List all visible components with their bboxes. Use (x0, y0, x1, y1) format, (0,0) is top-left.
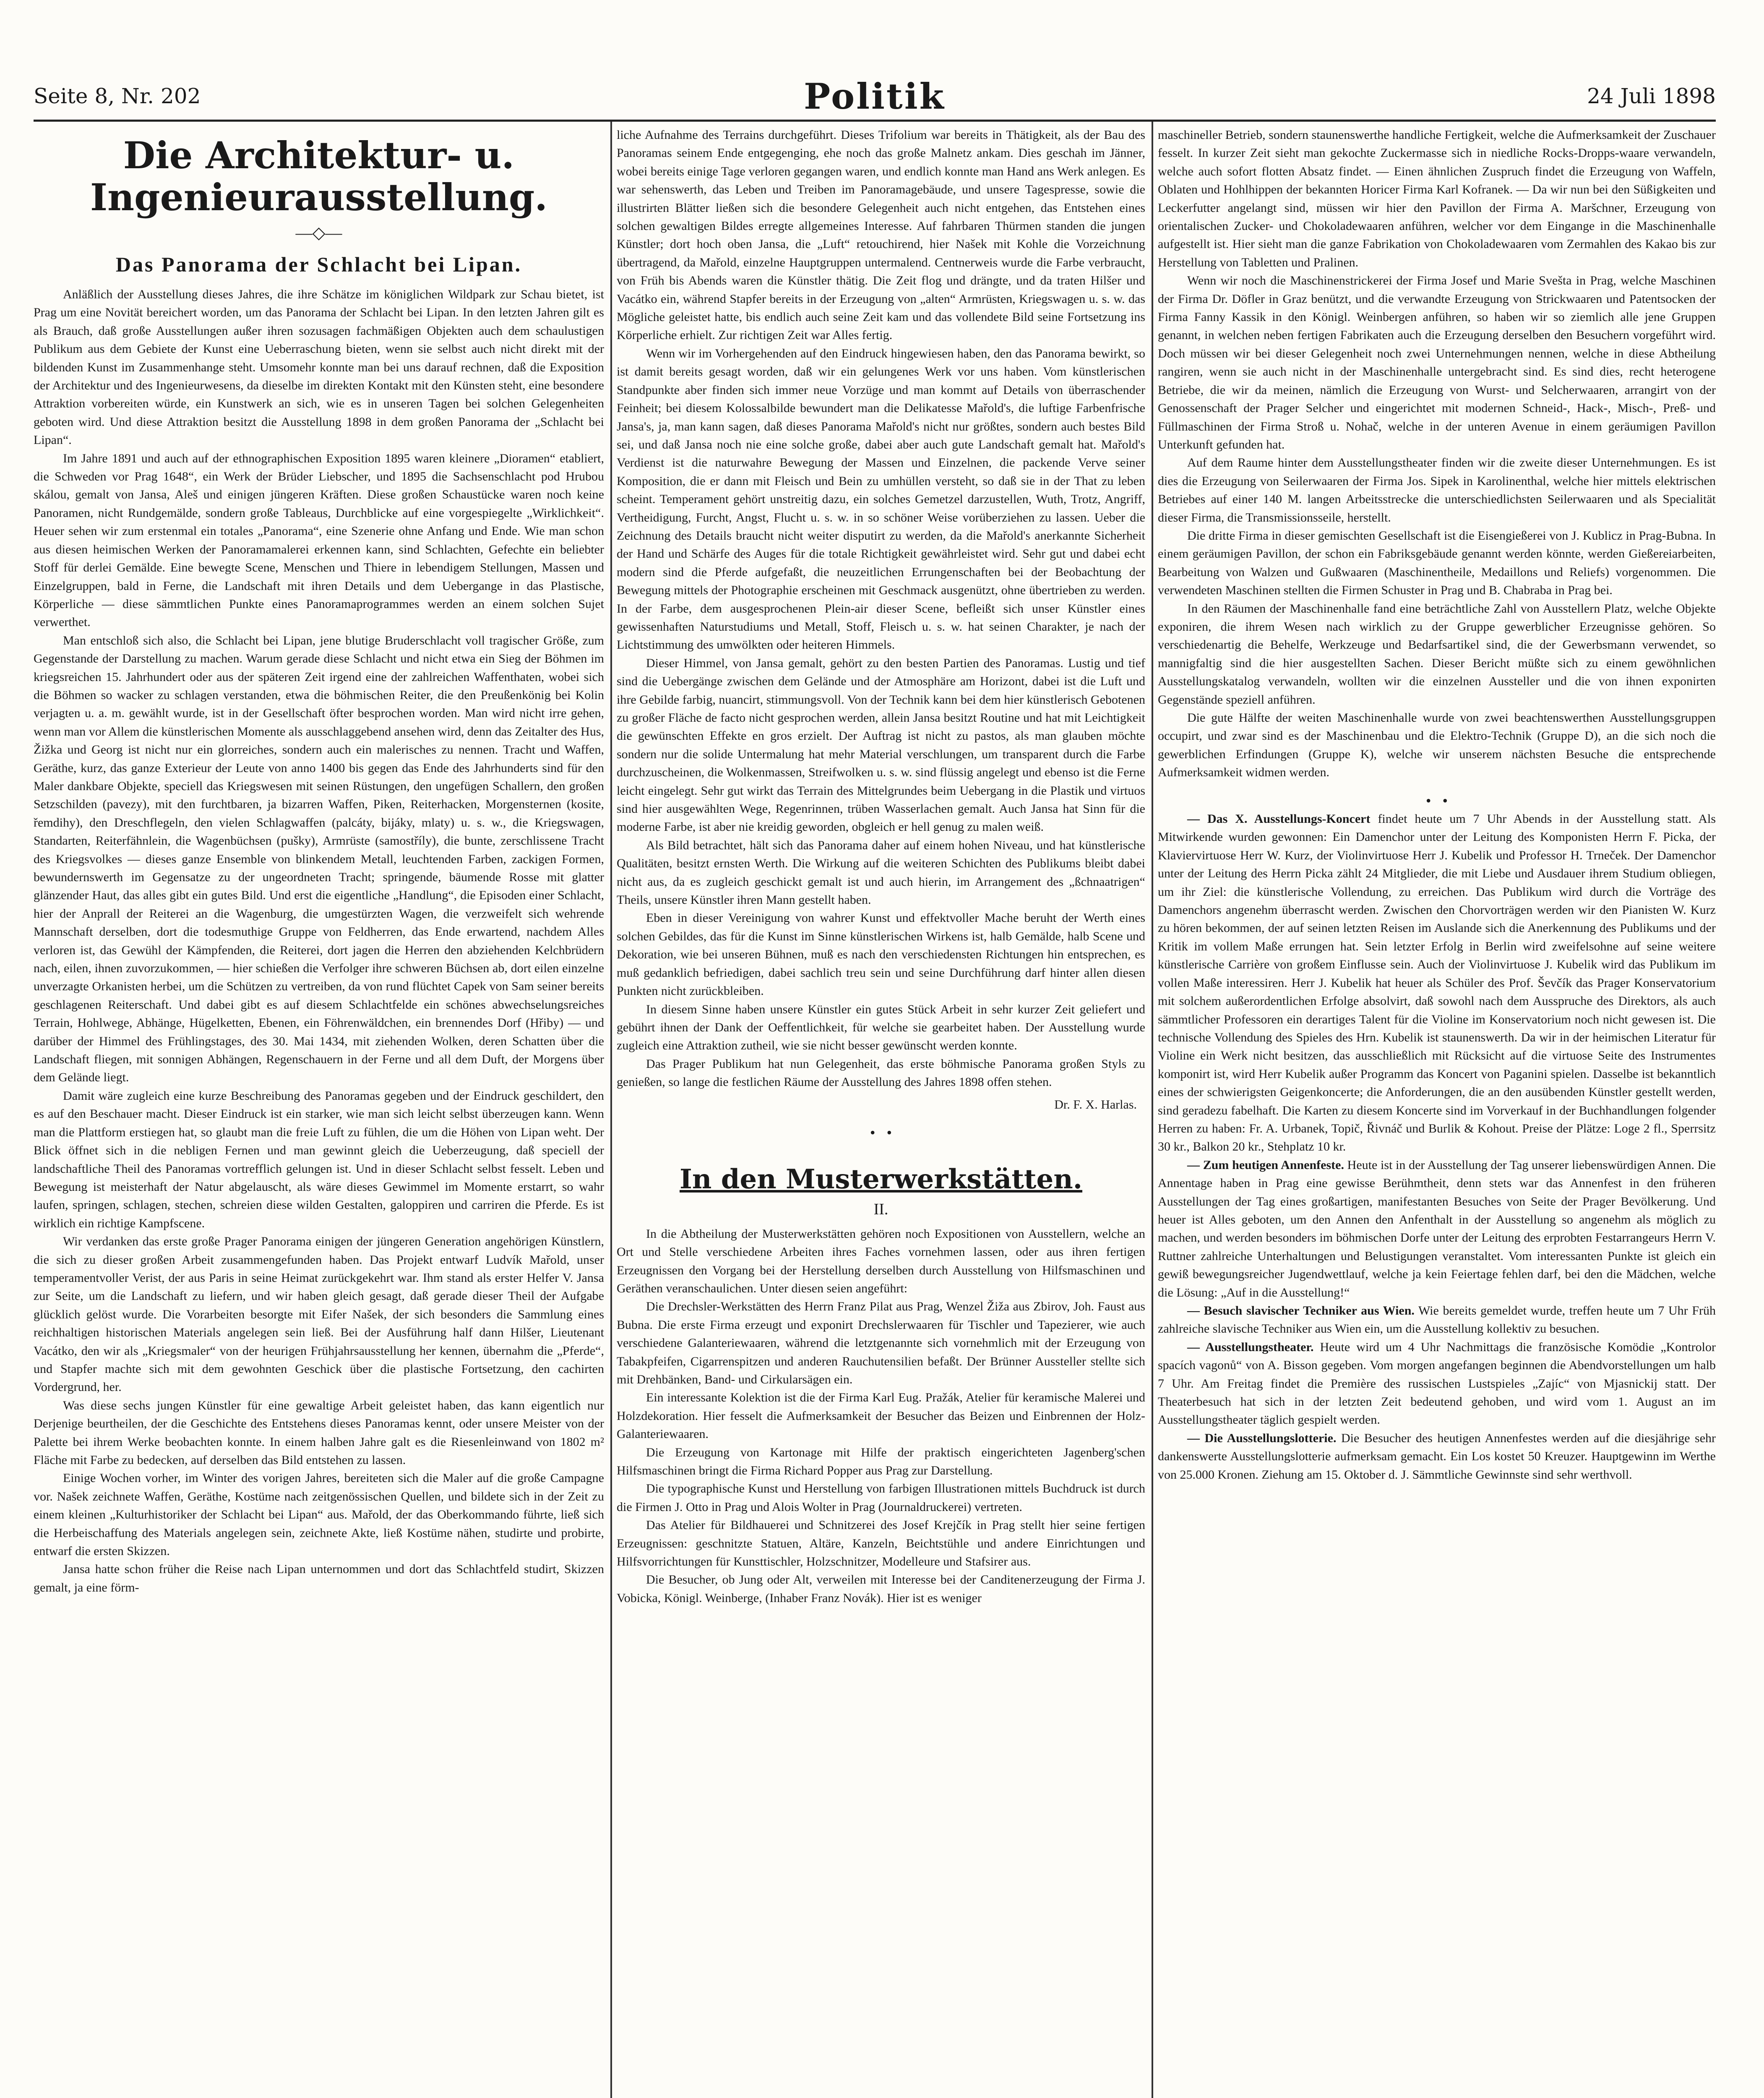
article-title: Die Architektur- u. Ingenieurausstellung. (90, 133, 548, 219)
notice-techniker (1158, 1302, 1716, 1338)
section-divider-stars: • • (1425, 792, 1448, 809)
ornament-divider: —◇— (295, 223, 342, 242)
paragraph: Die Besucher, ob Jung oder Alt, verweilen mit Interesse bei der Canditenerzeugung der Firma J. Vobicka, Königl. Weinberge, (Inhaber Franz Novák). Hier ist es weniger (617, 1573, 1145, 1605)
paragraph: Das Atelier für Bildhauerei und Schnitzerei des Josef Krejčík in Prag stellt hier seine fertigen Erzeugnissen: geschnitzte Statuen, Altäre, Kanzeln, Beichtstühle und andere Einrichtungen und Hilfsvorrichtungen für Kunsttischler, Holzschnitzer, Modelleure und Stafsirer aus. (617, 1518, 1145, 1569)
paragraph: Wir verdanken das erste große Prager Panorama einigen der jüngeren Generation angehörigen Künstlern, die sich zu dieser großen Arbeit zusammengefunden haben. Das Projekt entwarf Ludvík Mařold, unser temperamentvoller Verist, der aus Paris in seine Heimat zurückgekehrt war. Ihm stand als erster Helfer V. Jansa zur Seite, um die Landschaft zu liefern, und wir haben gleich gesagt, daß gerade dieser Theil der Aufgabe glücklich gelöst wurde. Die Vorarbeiten besorgte mit Eifer Našek, der sich besonders die Sammlung eines reichhaltigen historischen Materials angelegen sein ließ. Bei der Ausführung half dann Hilšer, Lieutenant Vacátko, den wir als „Kriegsmaler“ von der heurigen Frühjahrsausstellung her kennen, übernahm die „Pferde“, und Stapfer machte sich mit dem gewohnten Geschick über die plastische Fortsetzung, den cachirten Vordergrund, her. (34, 1234, 604, 1394)
notice-lotterie (1158, 1429, 1716, 1484)
paragraph: Was diese sechs jungen Künstler für eine gewaltige Arbeit geleistet haben, das kann eigentlich nur Derjenige beurtheilen, der die Geschichte des Entstehens dieses Panoramas kennt, oder unsere Meister von der Palette bei ihrem Werke beobachten konnte. In einem halben Jahre galt es die Riesenleinwand von 1802 m² Fläche mit Farbe zu bedecken, auf derselben das Bild entstehen zu lassen. (34, 1398, 604, 1467)
issue-date: 24 Juli 1898 (1587, 84, 1716, 108)
paragraph: Auf dem Raume hinter dem Ausstellungstheater finden wir die zweite dieser Unternehmungen. Es ist dies die Erzeugung von Seilerwaaren der Firma Jos. Sipek in Karolinenthal, welche hier mittels elektrischen Betriebes auf einer 140 M. langen Arbeitsstrecke die unterschiedlichsten Seilerwaaren und als Specialität dieser Firma, die Transmissionsseile, herstellt. (1158, 456, 1716, 524)
notice-text: Heute wird um 4 Uhr Nachmittags die französische Komödie „Kontrolor spacích vagonů“ von A. Bisson gegeben. Vom morgen angefangen beginnen die Abendvorstellungen um halb 7 Uhr. Am Freitag findet die Première des russischen Lustspieles „Zajíc“ von Mjasnickij statt. Der Theaterbesuch hat sich in der letzten Zeit bedeutend gehoben, und wird vom 1. August an im Ausstellungstheater täglich gespielt werden. (1158, 1340, 1716, 1427)
column-rule-1 (610, 122, 612, 2098)
notice-text: Die Besucher des heutigen Annenfestes werden auf die diesjährige sehr dankenswerte Ausstellungslotterie aufmerksam gemacht. Ein Los kostet 50 Kreuzer. Hauptgewinn im Werthe von 25.000 Kronen. Ziehung am 15. Oktober d. J. Sämmtliche Gewinnste sind sehr werthvoll. (1158, 1431, 1716, 1482)
paragraph: Ein interessante Kolektion ist die der Firma Karl Eug. Pražák, Atelier für keramische Malerei und Holzdekoration. Hier fesselt die Aufmerksamkeit der Besucher das Beizen und Einbrennen der Holz-Galanteriewaaren. (617, 1391, 1145, 1441)
paragraph: Die typographische Kunst und Herstellung von farbigen Illustrationen mittels Buchdruck ist durch die Firmen J. Otto in Prag und Alois Wolter in Prag (Journaldruckerei) vertreten. (617, 1482, 1145, 1514)
author-signature: Dr. F. X. Harlas. (1054, 1097, 1137, 1112)
column-rule-2 (1152, 122, 1153, 2098)
paragraph: Jansa hatte schon früher die Reise nach Lipan unternommen und dort das Schlachtfeld studirt, Skizzen gemalt, ja eine förm- (34, 1562, 604, 1594)
paragraph: Anläßlich der Ausstellung dieses Jahres, die ihre Schätze im königlichen Wildpark zur Schau bietet, ist Prag um eine Novität bereichert worden, um das Panorama der Schlacht bei Lipan. In den letzten Jahren gilt es als Brauch, daß große Ausstellungen außer ihren sozusagen fachmäßigen Objekten auch dem schaulustigen Publikum aus dem Gebiete der Kunst eine Ueberraschung bieten, wenn sie selbst auch nicht direkt mit der bildenden Kunst im Zusammenhange steht. Umsomehr konnte man bei uns darauf rechnen, daß die Exposition der Architektur und des Ingenieurwesens, da dieselbe im direkten Kontakt mit den Künsten steht, eine besondere Attraktion vorbereiten würde, ein Kunstwerk an sich, wie es in unseren Tagen bei solchen Gelegenheiten geboten wird. Und diese Attraktion besitzt die Ausstellung 1898 in dem großen Panorama der „Schlacht bei Lipan“. (34, 287, 604, 447)
column-2 (617, 126, 1145, 2098)
notice-text: Heute ist in der Ausstellung der Tag unserer liebenswürdigen Annen. Die Annentage haben in Prag eine gewisse Berühmtheit, denn stets war das Annenfest in den früheren Ausstellungen der Tag eines großartigen, manifestanten Besuches von Seite der Prager Bevölkerung. Und heuer ist Alles geboten, um den Annen den Anfenthalt in der Ausstellung so angenehm als möglich zu machen, und werden besonders im böhmischen Dorfe unter der Leitung des erprobten Festarrangeurs Herrn V. Ruttner zahlreiche Unterhaltungen und Belustigungen veranstaltet. Vom interessanten Punkte ist gleich ein gewiß bewegungsreicher Jugendwettlauf, welche ja kein Feiertage fehlen darf, bei den die Mädchen, welche die Lösung: „Auf in die Ausstellung!“ (1158, 1158, 1716, 1300)
section-number: II. (873, 1200, 889, 1219)
notice-heading: — Das X. Ausstellungs-Koncert (1187, 812, 1371, 826)
notice-theater (1158, 1338, 1716, 1429)
paragraph: Die dritte Firma in dieser gemischten Gesellschaft ist die Eisengießerei von J. Kublicz in Prag-Bubna. In einem geräumigen Pavillon, der schon ein Fabriksgebäude genannt werden könnte, werden Gießereiarbeiten, Bearbeitung von Walzen und Gußwaaren (Maschinentheile, Medaillons und Reliefs) vorgenommen. Die verwendeten Maschinen stellten die Firmen Schuster in Prag und B. Chabraba in Prag bei. (1158, 528, 1716, 598)
notice-text: Wie bereits gemeldet wurde, treffen heute um 7 Uhr Früh zahlreiche slavische Techniker aus Wien ein, um die Ausstellung kollektiv zu besuchen. (1158, 1304, 1716, 1336)
paragraph: Dieser Himmel, von Jansa gemalt, gehört zu den besten Partien des Panoramas. Lustig und tief sind die Uebergänge zwischen dem Gelände und der Atmosphäre am Horizont, dabei ist die Luft und ihre Gebilde farbig, nuancirt, stimmungsvoll. Von der Technik kann bei dem hier künstlerisch Gebotenen zu großer Fläche de facto nicht gesprochen werden, allein Jansa besitzt Routine und hat mit Leichtigkeit die gewünschten Effekte en gros erzielt. Der Auftrag ist nicht zu pastos, als man glauben möchte sondern nur die solide Untermalung hat mehr Material verschlungen, um transparent durch die Farbe durchzuscheinen, die Wolkenmassen, Streifwolken u. s. w. sind flüssig angelegt und ebenso ist die Ferne leicht eingelegt. Sehr gut wirkt das Terrain des Mittelgrundes beim Uebergang in die Plastik und virtuos sind hier ausgewählten Wege, Regenrinnen, trüben Wasserlachen gemalt. Auch Jansa hat Sinn für die moderne Farbe, ist aber nie kreidig geworden, obgleich er hell genug zu malen weiß. (617, 656, 1145, 834)
paragraph: Als Bild betrachtet, hält sich das Panorama daher auf einem hohen Niveau, und hat künstlerische Qualitäten, besitzt ernsten Werth. Die Wirkung auf die weiteren Schichten des Publikums bleibt dabei nicht aus, da es zugleich geschickt gemalt ist und auch hierin, im Arrangement des „ßchnaatrigen“ Theils, unsere Künstler ihren Mann gestellt haben. (617, 838, 1145, 907)
notice-heading: — Besuch slavischer Techniker aus Wien. (1187, 1304, 1415, 1318)
column-1 (34, 126, 604, 2098)
paragraph: Einige Wochen vorher, im Winter des vorigen Jahres, bereiteten sich die Maler auf die große Campagne vor. Našek zeichnete Waffen, Geräthe, Kostüme nach zeitgenössischen Quellen, und bildete sich in der Zeit zu einem kleinen „Kulturhistoriker der Schlacht bei Lipan“ aus. Mařold, der das Oberkommando führte, ließ sich die Herbeischaffung des Materials angelegen sein, zeichnete Akte, ließ Kostüme nähen, studirte und probirte, entwarf die ersten Skizzen. (34, 1471, 604, 1558)
notice-annenfest (1158, 1156, 1716, 1302)
paragraph: Man entschloß sich also, die Schlacht bei Lipan, jene blutige Bruderschlacht voll tragischer Größe, zum Gegenstande der Darstellung zu machen. Warum gerade diese Schlacht und nicht etwa ein Sieg der Böhmen im kriegsreichen 15. Jahrhundert oder aus der späteren Zeit irgend eine der zahlreichen Waffenthaten, wobei sich die Böhmen so wacker zu schlagen verstanden, etwa die böhmischen Reiter, die den Preußenkönig bei Kolin verjagten u. a. m. gewählt wurde, ist in der Gesellschaft öfter besprochen worden. Man wird nicht irre gehen, wenn man vor Allem die künstlerischen Momente als ausschlaggebend ansehen wird, denn das Zeitalter des Hus, Žižka und Georg ist nicht nur ein glorreiches, sondern auch ein malerisches zu nennen. Tracht und Waffen, Geräthe, kurz, das ganze Exterieur der Leute von anno 1400 bis gegen das Ende des Jahrhunderts sind für den Maler dankbare Objekte, speciell das Kriegswesen mit seinen Rüstungen, den ungefügen Schallern, den großen Setzschilden (pavezy), mit den furchtbaren, ja bizarren Waffen, Piken, Reiterhacken, Morgensternen (kosite, řemdihy), den Dreschflegeln, den vielen Schlagwaffen (palcáty, bijáky, mlaty) u. s. w., die Kriegswagen, Standarten, Reiterfähnlein, die Wagenbüchsen (pušky), Armrüste (samostříly), die bunte, zerschlissene Tracht des Kriegsvolkes — dieses ganze Ensemble von blinkendem Metall, leuchtenden Farben, zackigen Formen, bewundernswerth im Gegensatze zu der ungeordneten Tracht; springende, bäumende Rosse mit glatter glänzender Haut, das alles gibt ein gutes Bild. Und erst die eigentliche „Handlung“, die Episoden einer Schlacht, hier der Anprall der Reiterei an die Wagenburg, die umgestürzten Wagen, die verzweifelt sich wehrende Mannschaft derselben, dort die todesmuthige Gruppe von Feldherren, das Ende erwartend, nachdem Alles verloren ist, das Gewühl der Kämpfenden, die Reiterei, dort jagen die Herren den abziehenden Kelchbrüdern nach, eilen, ihnen zuvorzukommen, — hier schießen die Verfolger ihre schweren Büchsen ab, dort eilen einzelne unverzagte Orkanisten herbei, um die Schützen zu vertreiben, da von rund flüchtet Capek von Sam seiner bereits geschlagenen Reiterschaft. Und dabei gibt es auf diesem Schlachtfelde ein schönes abwechselungsreiches Terrain, Hohlwege, Abhänge, Hügelketten, Ebenen, ein Föhrenwäldchen, ein brennendes Dorf (Hřiby) — und darüber der Himmel des Frühlingstages, des 30. Mai 1434, mit ziehenden Wolken, deren Schatten über die Landschaft fliegen, mit sonnigen Abhängen, Regenschauern in der Ferne und all dem Duft, der Morgens über dem Gelände liegt. (34, 633, 604, 1085)
notice-text: findet heute um 7 Uhr Abends in der Ausstellung statt. Als Mitwirkende wurden gewonnen: Ein Damenchor unter der Leitung des Komponisten Herrn F. Picka, der Klaviervirtuose Herr W. Kurz, der Violinvirtuose Herr J. Kubelik und Professor H. Trneček. Der Damenchor unter der Leitung des Herrn Picka zählt 24 Mitglieder, die mit Liebe und Ausdauer ihrem Studium obliegen, um ihr Ziel: die künstlerische Vollendung, zu erreichen. Das Publikum wird durch die Vorträge des Damenchors angenehm überrascht werden. Zwischen den Chorvorträgen werden wir den Pianisten W. Kurz zu hören bekommen, der auf seinen letzten Reisen im Auslande sich die Anerkennung des Publikums und der Kritik im vollem Maße errungen hat. Sein letzter Erfolg in Berlin wird zweifelsohne auf seine weitere künstlerische Carrière von großem Einflusse sein. Auch der Violinvirtuose J. Kubelik wird das Publikum im vollen Maße interessiren. Herr J. Kubelik hat heuer als Schüler des Prof. Ševčík das Prager Konservatorium mit solchem außerordentlichen Erfolge absolvirt, daß sowohl nach dem Ausspruche des Direktors, als auch sämmtlicher Professoren ein derartiges Talent für die Violine im Konservatorium noch nicht gewesen ist. Die technische Vollendung des Spieles des Hrn. Kubelik ist staunenswerth. Da wir in der heimischen Literatur für Violine ein Werk nicht besitzen, das ausschließlich mit Rücksicht auf die virtuose Seite des Instrumentes komponirt ist, wird Herr Kubelik außer Programm das Koncert von Paganini spielen. Dasselbe ist bekanntlich eines der schwierigsten Geigenkoncerte; die Anforderungen, die an den ausübenden Künstler gestellt werden, sind geradezu fabelhaft. Die Karten zu diesem Koncerte sind im Vorverkauf in der Buchhandlungen folgender Herren zu haben: Fr. A. Urbanek, Topič, Řivnáč und Burlik & Kohout. Preise der Plätze: Loge 2 fl., Sperrsitz 30 kr., Balkon 20 kr., Stehplatz 10 kr. (1158, 812, 1716, 1154)
masthead-rule (34, 120, 1716, 122)
masthead (34, 76, 1716, 117)
paragraph: Die Drechsler-Werkstätten des Herrn Franz Pilat aus Prag, Wenzel Žiža aus Zbirov, Joh. Faust aus Bubna. Die erste Firma erzeugt und exponirt Drechslerwaaren für Tischler und Tapezierer, wie auch verschiedene Galanteriewaaren, während die letztgenannte sich vornehmlich mit der Erzeugung von Tabakpfeifen, Cigarrenspitzen und anderen Rauchutensilien befaßt. Der Brünner Aussteller stellte sich mit Drehbänken, Band- und Cirkularsägen ein. (617, 1300, 1145, 1386)
paragraph: Damit wäre zugleich eine kurze Beschreibung des Panoramas gegeben und der Eindruck geschildert, den es auf den Beschauer macht. Dieser Eindruck ist ein starker, wie man sich leicht selbst überzeugen kann. Wenn man die Plattform erstiegen hat, so glaubt man die freie Luft zu fühlen, die um die Höhen von Lipan weht. Der Blick öffnet sich in die nebligen Fernen und man gewinnt gleich die Ueberzeugung, daß speciell der landschaftliche Theil des Panoramas vortrefflich gelungen ist. Und in dieser Schlacht selbst fesselt. Leben und Bewegung ist meisterhaft der Natur abgelauscht, als wäre dieses Gewimmel im Momente erstarrt, so wahr laufen, springen, schlagen, stechen, schreien diese wilden Gestalten, galoppiren und carriren die Pferde. Es ist wirklich ein richtige Kampfscene. (34, 1088, 604, 1230)
paragraph: Das Prager Publikum hat nun Gelegenheit, das erste böhmische Panorama großen Styls zu genießen, so lange die festlichen Räume der Ausstellung des Jahres 1898 offen stehen. (617, 1057, 1145, 1089)
paragraph: Wenn wir im Vorhergehenden auf den Eindruck hingewiesen haben, den das Panorama bewirkt, so ist damit bereits gesagt worden, daß wir ein gelungenes Werk vor uns haben. Vom künstlerischen Standpunkte aber finden sich immer neue Vorzüge und man kommt auf Details von überraschender Feinheit; bei diesem Kolossalbilde bewundert man die Delikatesse Mařold's, die luftige Farbenfrische Jansa's, ja, man kann sagen, daß dieses Panorama Mařold's nicht nur größtes, sondern auch bestes Bild sei, und daß Jansa noch nie eine solche große, dabei aber auch gute Landschaft gemalt hat. Mařold's Verdienst ist die naturwahre Bewegung der Massen und Einzelnen, die packende Verve seiner Komposition, die er dann mit Fleisch und Bein zu umhüllen versteht, so daß sie in der That zu leben scheint. Temperament gehört unstreitig dazu, ein solches Gemetzel darzustellen, Wuth, Trotz, Angriff, Vertheidigung, Furcht, Angst, Flucht u. s. w. in so schöner Weise vorüberziehen zu lassen. Ueber die Zeichnung des Details braucht nicht weiter disputirt zu werden, da die Mařold's anerkannte Sicherheit der Hand und Schärfe des Auges für die totale Richtigkeit gewährleistet wird. Sehr gut und dabei echt modern sind die Pferde aufgefaßt, die neuzeitlichen Errungenschaften bei der Beobachtung der Bewegung mittels der Photographie erscheinen mit Geschmack ausgenützt, ohne übertrieben zu werden. In der Farbe, dem ausgesprochenen Plein-air dieser Scene, befleißt sich unser Künstler eines gewissenhaften Naturstudiums und Metall, Stoff, Fleisch u. s. w. hat seinen Charakter, je nach der Lichtstimmung des umwölkten oder heiteren Himmels. (617, 346, 1145, 652)
paragraph: Die Erzeugung von Kartonage mit Hilfe der praktisch eingerichteten Jagenberg'schen Hilfsmaschinen bringt die Firma Richard Popper aus Prag zur Darstellung. (617, 1445, 1145, 1478)
paragraph: In den Räumen der Maschinenhalle fand eine beträchtliche Zahl von Ausstellern Platz, welche Objekte exponiren, die ihrem Wesen nach wirklich zu der Gruppe gewerblicher Erzeugnisse gehören. So verschiedenartig die Behelfe, Werkzeuge und Bedarfsartikel sind, die der Gewerbsmann verwendet, so mannigfaltig sind die hier ausgestellten Sachen. Dieser Bericht müßte sich zu einem gewöhnlichen Ausstellungskatalog verwandeln, wollten wir die einzelnen Aussteller und die von ihnen exponirten Gegenstände speziell anführen. (1158, 601, 1716, 707)
paragraph: In diesem Sinne haben unsere Künstler ein gutes Stück Arbeit in sehr kurzer Zeit geliefert und gebührt ihnen der Dank der Oeffentlichkeit, für welche sie gearbeitet haben. Der Ausstellung wurde zugleich eine Attraktion zutheil, wie sie nicht besser gewünscht werden konnte. (617, 1002, 1145, 1053)
page-number: Seite 8, Nr. 202 (34, 84, 201, 108)
paragraph: Eben in dieser Vereinigung von wahrer Kunst und effektvoller Mache beruht der Werth eines solchen Gebildes, das für die Kunst im Sinne künstlerischen Wirkens ist, halb Gemälde, halb Scene und Dekoration, wie bei unseren Bühnen, muß es nach den verschiedensten Richtungen hin entsprechen, es muß gedanklich befriedigen, dabei sachlich treu sein und seine Durchführung darf hinter allen diesen Punkten nicht zurückbleiben. (617, 911, 1145, 998)
paragraph: Die gute Hälfte der weiten Maschinenhalle wurde von zwei beachtenswerthen Ausstellungsgruppen occupirt, und zwar sind es der Maschinenbau und die Elektro-Technik (Gruppe D), an die sich noch die gewerblichen Erfindungen (Gruppe K), welche wir unserem nächsten Besuche die entsprechende Aufmerksamkeit widmen werden. (1158, 711, 1716, 780)
section-title: Politik (804, 76, 946, 117)
paragraph: Im Jahre 1891 und auch auf der ethnographischen Exposition 1895 waren kleinere „Dioramen“ etabliert, die Schweden vor Prag 1648“, ein Werk der Brüder Liebscher, und 1895 die Sachsenschlacht pod Hrubou skálou, gemalt von Jansa, Aleš und einigen jüngeren Kräften. Diese großen Schaustücke waren noch keine Panoramen, nicht Rundgemälde, sondern große Tableaus, Durchblicke auf eine vorgespiegelte „Wirklichkeit“. Heuer sehen wir zum erstenmal ein totales „Panorama“, eine Szenerie ohne Anfang und Ende. Wie man schon aus diesen heimischen Werken der Panoramamalerei erkennen kann, sind Schlachten, Gefechte ein beliebter Stoff für derlei Gemälde. Eine bewegte Scene, Menschen und Thiere in lebendigem Stellungen, Massen und Einzelgruppen, bald in Ferne, die Landschaft mit ihren Details und dem Uebergange in das Plastische, Körperliche — diese sämmtlichen Punkte eines Panoramaprogrammes werden an einem solchen Sujet verwerthet. (34, 451, 604, 629)
article-subtitle: Das Panorama der Schlacht bei Lipan. (115, 253, 522, 276)
section-divider-stars: • • (870, 1124, 892, 1141)
paragraph: maschineller Betrieb, sondern staunenswerthe handliche Fertigkeit, welche die Aufmerksamkeit der Zuschauer fesselt. In kurzer Zeit sieht man gekochte Zuckermasse sich in niedliche Rocks-Dropps-waare verwandeln, welche auch sofort flotten Absatz findet. — Einen ähnlichen Zuspruch findet die Erzeugung von Waffeln, Oblaten und Hohlhippen der bekannten Horicer Firma Karl Kofranek. — Da wir nun bei den Süßigkeiten und Leckerfutter angelangt sind, müssen wir hier den Pavillon der Firma A. Maršchner, Erzeugung von orientalischen Zucker- und Chokoladewaaren anführen, welcher vor dem Eingange in die Maschinenhalle aufgestellt ist. Hier sieht man die ganze Fabrikation von Chokoladewaaren vom Zermahlen des Kakao bis zur Herstellung von Tabletten und Pralinen. (1158, 128, 1716, 269)
notice-heading: — Die Ausstellungslotterie. (1187, 1431, 1337, 1445)
notice-heading: — Ausstellungstheater. (1187, 1340, 1314, 1354)
notice-heading: — Zum heutigen Annenfeste. (1187, 1158, 1344, 1172)
notice-koncert (1158, 810, 1716, 1156)
paragraph: Wenn wir noch die Maschinenstrickerei der Firma Josef und Marie Svešta in Prag, welche Maschinen der Firma Dr. Döfler in Graz benützt, und die verwandte Erzeugung von Strickwaaren und Patentsocken der Firma Fanny Kassik in den Königl. Weinbergen anführen, so haben wir so ziemlich alle jene Gruppen genannt, in welchen neben fertigen Fabrikaten auch die Erzeugung derselben den Besuchern vorgeführt wird. Doch müssen wir bei dieser Gelegenheit noch zwei Unternehmungen nennen, welche in diese Abtheilung rangiren, wenn sie auch nicht in der Maschinenhalle untergebracht sind. Es sind dies, recht heterogene Betriebe, die wir da meinen, nämlich die Erzeugung von Wurst- und Selcherwaaren, arrangirt von der Genossenschaft der Prager Selcher und eingerichtet mit modernen Schneid-, Hack-, Misch-, Preß- und Füllmaschinen der Firma Stroß u. Nohač, welche in der unteren Avenue in einem geräumigen Pavillon Unterkunft gefunden hat. (1158, 274, 1716, 451)
paragraph: liche Aufnahme des Terrains durchgeführt. Dieses Trifolium war bereits in Thätigkeit, als der Bau des Panoramas seinem Ende entgegenging, ehe noch das große Malnetz ankam. Dies geschah im Jänner, wobei bereits einige Tage verloren gegangen waren, und endlich konnte man Hand ans Werk anlegen. Es war sehenswerth, das Leben und Treiben im Panoramagebäude, und unsere Tagespresse, sowie die illustrirten Blätter ließen sich die besondere Gelegenheit auch nicht entgehen, das Entstehen eines solchen gewaltigen Bildes erregte allgemeines Interesse. Auf fahrbaren Thürmen standen die jungen Künstler; dort hoch oben Jansa, die „Luft“ retouchirend, hier Našek mit Kohle die Vorzeichnung übertragend, da Mařold, einzelne Hauptgruppen untermalend. Centnerweis wurde die Farbe verbraucht, von Früh bis Abends waren die Künstler thätig. Die Zeit flog und drängte, und da traten Hilšer und Vacátko ein, während Stapfer bereits in der Erzeugung von „alten“ Armrüsten, Kriegswagen u. s. w. das Mögliche geleistet hatte, bis endlich auch seine Zeit kam und das vollendete Bild seine Fortsetzung ins Körperliche erhielt. Zur richtigen Zeit war Alles fertig. (617, 128, 1145, 342)
section-title-musterwerkstaetten: In den Musterwerkstätten. (679, 1164, 1083, 1195)
paragraph: In die Abtheilung der Musterwerkstätten gehören noch Expositionen von Ausstellern, welche an Ort und Stelle verschiedene Arbeiten ihres Faches vornehmen lassen, oder aus ihren fertigen Erzeugnissen den Vorgang bei der Herstellung derselben durch Ausstellung von Hilfsmaschinen und Geräthen veranschaulichen. Unter diesen seien angeführt: (617, 1226, 1145, 1295)
column-3 (1158, 126, 1716, 2098)
